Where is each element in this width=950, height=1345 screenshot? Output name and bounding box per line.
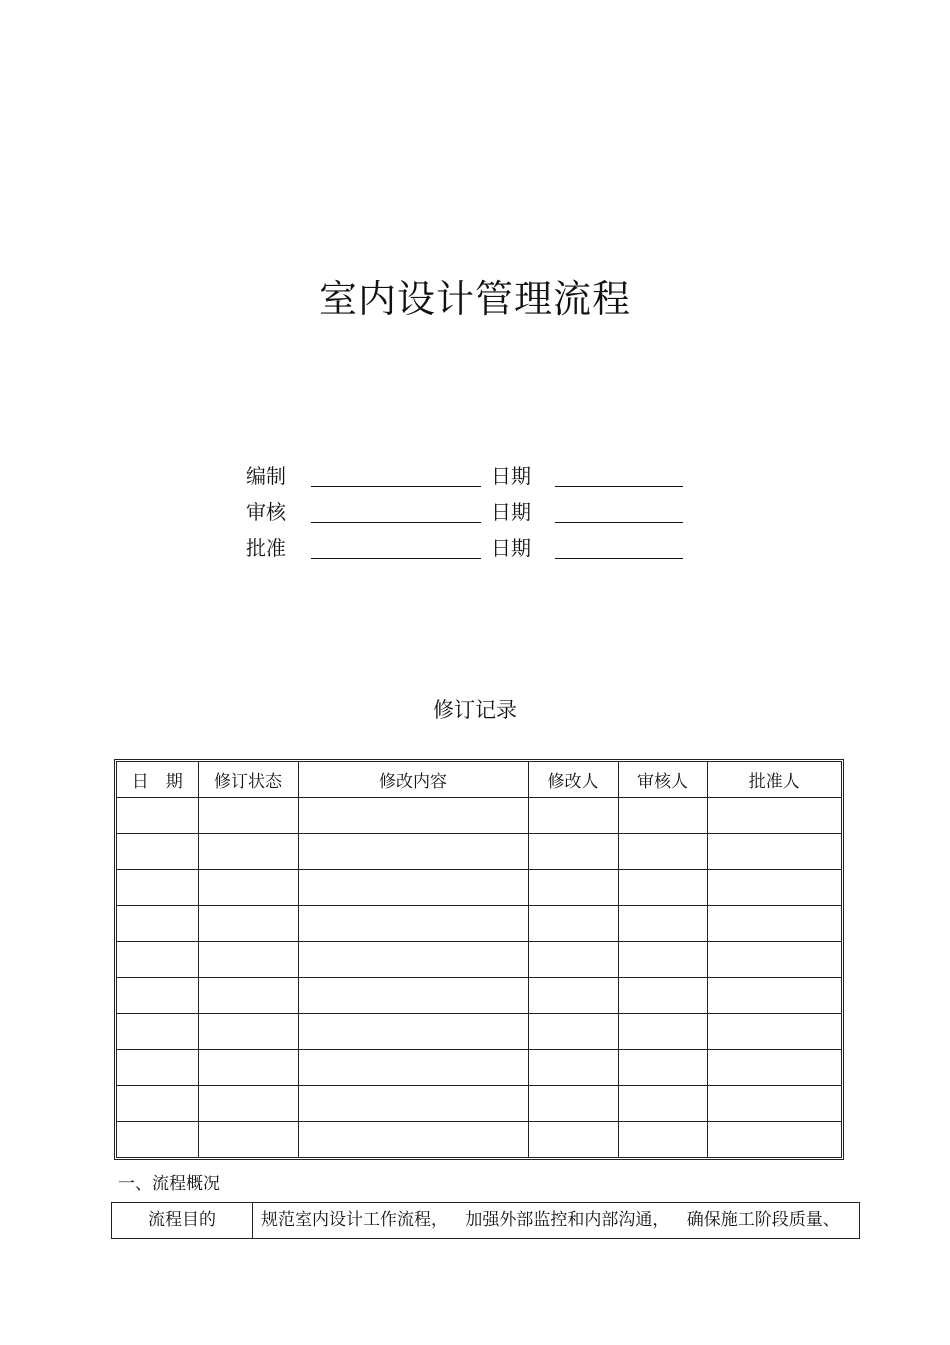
table-cell[interactable]: [618, 942, 707, 978]
table-cell[interactable]: [528, 1122, 618, 1158]
table-cell[interactable]: [618, 1050, 707, 1086]
table-row: [117, 1050, 841, 1086]
date-line[interactable]: [555, 522, 683, 523]
table-cell[interactable]: [618, 1122, 707, 1158]
section-heading-process-overview: 一、流程概况: [118, 1174, 220, 1194]
column-header-reviewed-by: 审核人: [618, 762, 707, 798]
table-cell[interactable]: [198, 798, 298, 834]
table-row: [117, 978, 841, 1014]
table-cell[interactable]: [198, 906, 298, 942]
overview-table-row: [111, 1202, 860, 1239]
table-cell[interactable]: [298, 1122, 528, 1158]
table-cell[interactable]: [618, 906, 707, 942]
table-cell[interactable]: [117, 906, 198, 942]
column-header-modified-by: 修改人: [528, 762, 618, 798]
table-cell[interactable]: [198, 1014, 298, 1050]
table-cell[interactable]: [707, 906, 841, 942]
table-cell[interactable]: [298, 942, 528, 978]
table-cell[interactable]: [117, 1086, 198, 1122]
overview-value-purpose: 规范室内设计工作流程， 加强外部监控和内部沟通， 确保施工阶段质量、: [261, 1210, 840, 1230]
table-cell[interactable]: [198, 834, 298, 870]
table-cell[interactable]: [707, 1050, 841, 1086]
table-cell[interactable]: [618, 1014, 707, 1050]
signoff-block: [246, 456, 696, 564]
table-cell[interactable]: [707, 1122, 841, 1158]
column-header-change-content: 修改内容: [298, 762, 528, 798]
table-cell[interactable]: [618, 978, 707, 1014]
document-title: 室内设计管理流程: [318, 277, 631, 321]
table-cell[interactable]: [528, 906, 618, 942]
table-cell[interactable]: [198, 978, 298, 1014]
table-cell[interactable]: [298, 906, 528, 942]
revision-table: [117, 762, 841, 1157]
table-cell[interactable]: [117, 1122, 198, 1158]
date-line[interactable]: [555, 558, 683, 559]
table-cell[interactable]: [707, 834, 841, 870]
table-cell[interactable]: [298, 834, 528, 870]
table-row: [117, 870, 841, 906]
table-cell[interactable]: [528, 1014, 618, 1050]
signature-line[interactable]: [311, 558, 481, 559]
table-cell[interactable]: [528, 798, 618, 834]
table-cell[interactable]: [198, 942, 298, 978]
table-row: [117, 798, 841, 834]
table-cell[interactable]: [298, 870, 528, 906]
table-cell[interactable]: [707, 1014, 841, 1050]
table-cell[interactable]: [707, 1086, 841, 1122]
column-header-revision-status: 修订状态: [198, 762, 298, 798]
table-cell[interactable]: [117, 1014, 198, 1050]
table-cell[interactable]: [707, 942, 841, 978]
revision-table-body: [117, 798, 841, 1158]
signoff-row-prepared: [246, 456, 696, 492]
table-cell[interactable]: [198, 1050, 298, 1086]
table-cell[interactable]: [528, 834, 618, 870]
table-cell[interactable]: [298, 1050, 528, 1086]
table-row: [117, 1086, 841, 1122]
table-cell[interactable]: [528, 942, 618, 978]
table-cell[interactable]: [117, 834, 198, 870]
table-cell[interactable]: [198, 870, 298, 906]
column-header-date: 日 期: [117, 762, 198, 798]
table-cell[interactable]: [298, 1086, 528, 1122]
overview-label-purpose: 流程目的: [112, 1203, 253, 1238]
table-cell[interactable]: [528, 1086, 618, 1122]
table-cell[interactable]: [618, 834, 707, 870]
table-cell[interactable]: [298, 978, 528, 1014]
signoff-date-label: 日期: [491, 500, 531, 524]
table-cell[interactable]: [528, 1050, 618, 1086]
table-row: [117, 1014, 841, 1050]
table-cell[interactable]: [198, 1086, 298, 1122]
signoff-label: 审核: [246, 500, 286, 524]
table-cell[interactable]: [618, 1086, 707, 1122]
table-cell[interactable]: [298, 1014, 528, 1050]
signoff-date-label: 日期: [491, 464, 531, 488]
table-cell[interactable]: [117, 978, 198, 1014]
table-row: [117, 906, 841, 942]
signature-line[interactable]: [311, 522, 481, 523]
signoff-label: 批准: [246, 536, 286, 560]
revision-record-title: 修订记录: [433, 698, 517, 722]
table-cell[interactable]: [117, 1050, 198, 1086]
table-cell[interactable]: [528, 870, 618, 906]
signoff-date-label: 日期: [491, 536, 531, 560]
signoff-label: 编制: [246, 464, 286, 488]
table-cell[interactable]: [198, 1122, 298, 1158]
date-line[interactable]: [555, 486, 683, 487]
revision-table-frame: [114, 759, 844, 1160]
table-cell[interactable]: [707, 870, 841, 906]
signoff-row-approved: [246, 528, 696, 564]
table-cell[interactable]: [298, 798, 528, 834]
table-cell[interactable]: [117, 942, 198, 978]
table-cell[interactable]: [707, 978, 841, 1014]
signoff-row-reviewed: [246, 492, 696, 528]
column-header-approved-by: 批准人: [707, 762, 841, 798]
table-cell[interactable]: [618, 870, 707, 906]
table-row: [117, 1122, 841, 1158]
table-cell[interactable]: [618, 798, 707, 834]
table-row: [117, 834, 841, 870]
table-cell[interactable]: [117, 870, 198, 906]
table-cell[interactable]: [707, 798, 841, 834]
table-cell[interactable]: [117, 798, 198, 834]
table-row: [117, 942, 841, 978]
table-cell[interactable]: [528, 978, 618, 1014]
revision-table-header-row: [117, 762, 841, 798]
signature-line[interactable]: [311, 486, 481, 487]
